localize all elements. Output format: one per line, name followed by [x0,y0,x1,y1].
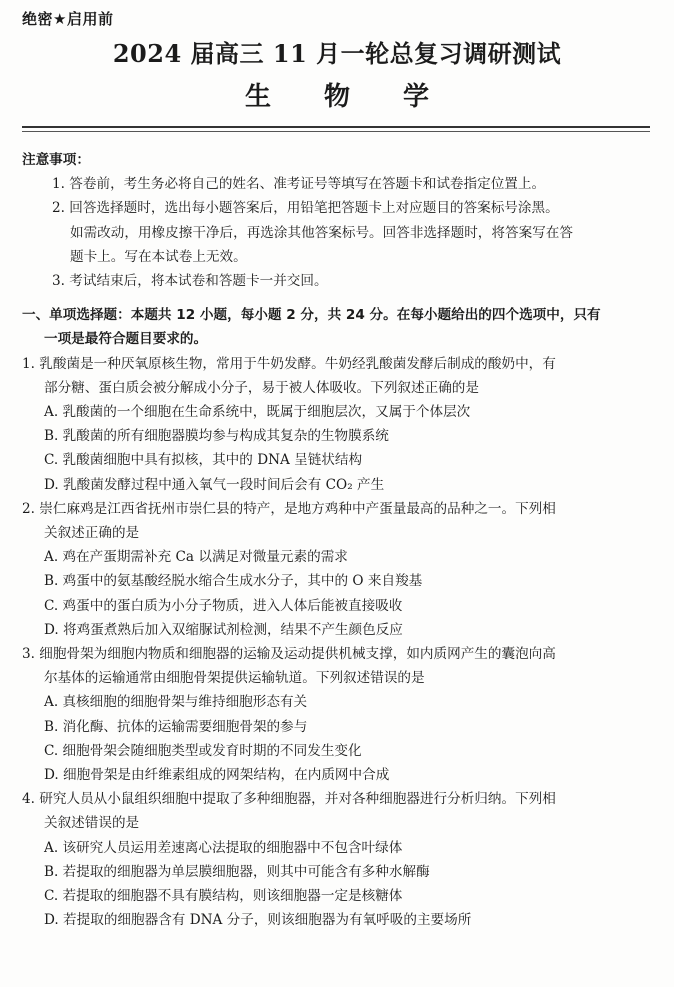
option-a: A. 真核细胞的细胞骨架与维持细胞形态有关 [44,694,308,711]
question-stem-cont: 关叙述错误的是 [44,815,140,832]
option-b: B. 乳酸菌的所有细胞器膜均参与构成其复杂的生物膜系统 [44,428,389,445]
question-stem-cont: 关叙述正确的是 [44,525,140,542]
question-stem-cont: 尔基体的运输通常由细胞骨架提供运输轨道。下列叙述错误的是 [44,670,425,687]
question-stem-cont: 部分糖、蛋白质会被分解成小分子，易于被人体吸收。下列叙述正确的是 [44,379,479,396]
option-c: C. 乳酸菌细胞中具有拟核，其中的 DNA 呈链状结构 [44,452,363,469]
subject-title: 生 物 学 [244,82,452,112]
exam-title: 2024 届高三 11 月一轮总复习调研测试 [112,39,562,68]
section-heading: 一、单项选择题：本题共 12 小题，每小题 2 分，共 24 分。在每小题给出的四个选项中，只有 [22,307,601,324]
option-a: A. 鸡在产蛋期需补充 Ca 以满足对微量元素的需求 [44,549,348,566]
confidential-label: 绝密★启用前 [22,10,114,28]
question-1 [22,352,652,497]
option-c: C. 鸡蛋中的蛋白质为小分子物质，进入人体后能被直接吸收 [44,597,403,614]
question-stem: 3. 细胞骨架为细胞内物质和细胞器的运输及运动提供机械支撑，如内质网产生的囊泡向高 [22,646,556,663]
notes-heading: 注意事项： [22,152,90,168]
option-d: D. 将鸡蛋煮熟后加入双缩脲试剂检测，结果不产生颜色反应 [44,621,403,638]
option-c: C. 细胞骨架会随细胞类型或发育时期的不同发生变化 [44,742,362,759]
note-item-3: 3. 考试结束后，将本试卷和答题卡一并交回。 [52,273,328,290]
note-item-2-cont: 题卡上。写在本试卷上无效。 [70,248,247,265]
question-stem: 2. 崇仁麻鸡是江西省抚州市崇仁县的特产，是地方鸡种中产蛋量最高的品种之一。下列相 [22,500,556,517]
question-3 [22,642,652,787]
option-b: B. 鸡蛋中的氨基酸经脱水缩合生成水分子，其中的 O 来自羧基 [44,573,423,590]
question-stem: 1. 乳酸菌是一种厌氧原核生物，常用于牛奶发酵。牛奶经乳酸菌发酵后制成的酸奶中，有 [22,355,556,372]
note-item-1: 1. 答卷前，考生务必将自己的姓名、准考证号等填写在答题卡和试卷指定位置上。 [52,176,546,193]
spacer [22,293,652,303]
option-d: D. 若提取的细胞器含有 DNA 分子，则该细胞器为有氧呼吸的主要场所 [44,912,472,929]
note-item-2: 2. 回答选择题时，选出每小题答案后，用铅笔把答题卡上对应题目的答案标号涂黑。 [52,200,559,217]
option-c: C. 若提取的细胞器不具有膜结构，则该细胞器一定是核糖体 [44,888,403,905]
option-a: A. 该研究人员运用差速离心法提取的细胞器中不包含叶绿体 [44,839,403,856]
question-stem: 4. 研究人员从小鼠组织细胞中提取了多种细胞器，并对各种细胞器进行分析归纳。下列相 [22,791,556,808]
header-divider-thin [22,131,650,132]
question-2 [22,497,652,642]
option-b: B. 若提取的细胞器为单层膜细胞器，则其中可能含有多种水解酶 [44,863,430,880]
notes-list [22,172,652,293]
header-divider-thick [22,126,650,128]
option-d: D. 乳酸菌发酵过程中通入氧气一段时间后会有 CO₂ 产生 [44,476,385,493]
exam-body [22,148,652,933]
question-4 [22,787,652,932]
note-item-2-cont: 如需改动，用橡皮擦干净后，再选涂其他答案标号。回答非选择题时，将答案写在答 [70,224,573,241]
option-a: A. 乳酸菌的一个细胞在生命系统中，既属于细胞层次，又属于个体层次 [44,404,471,421]
section-heading-cont: 一项是最符合题目要求的。 [44,331,208,348]
option-b: B. 消化酶、抗体的运输需要细胞骨架的参与 [44,718,308,735]
option-d: D. 细胞骨架是由纤维素组成的网架结构，在内质网中合成 [44,767,390,784]
